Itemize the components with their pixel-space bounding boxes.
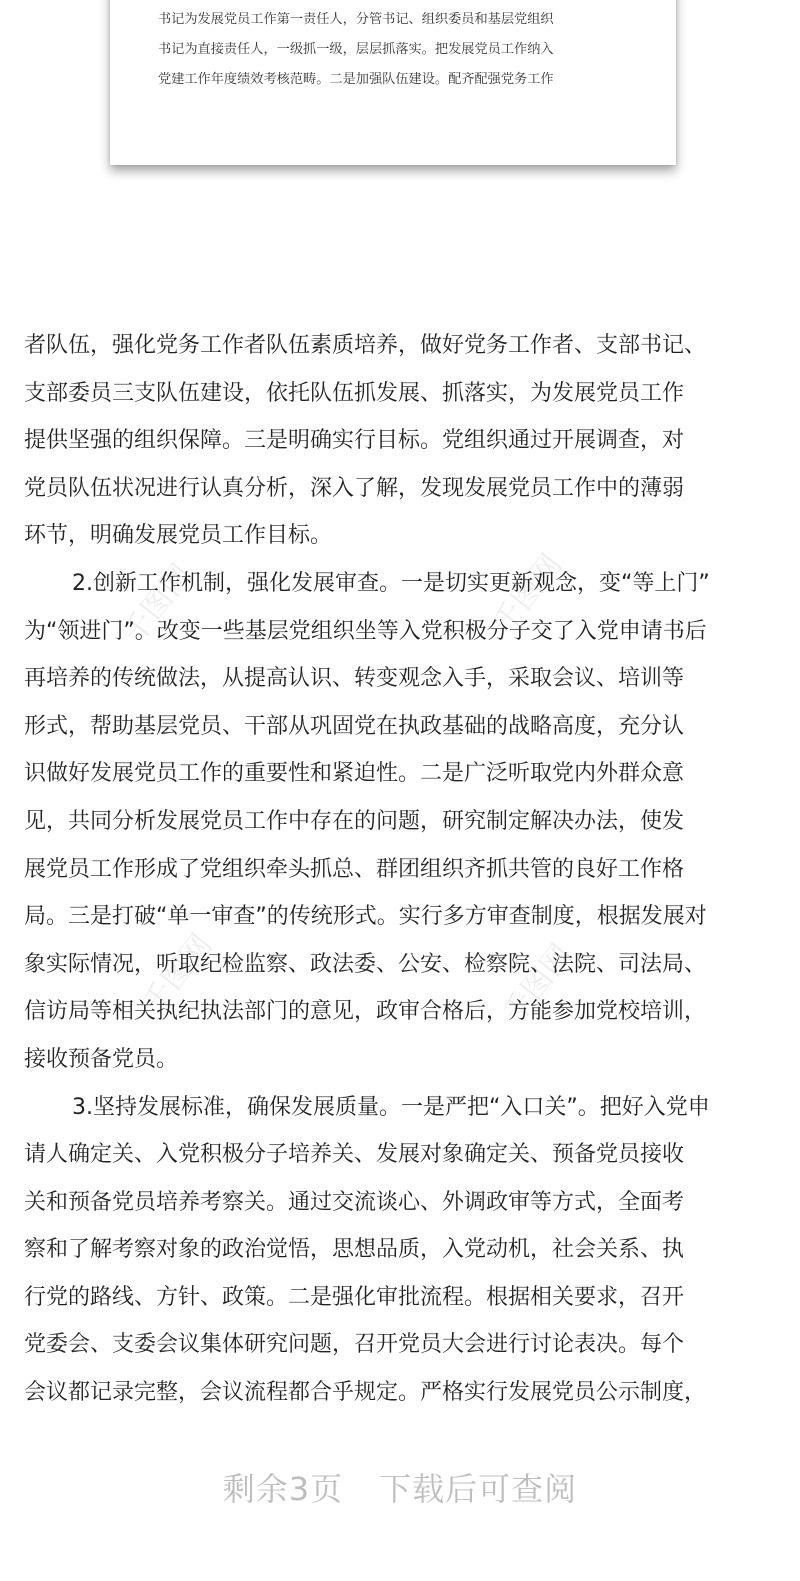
body-line: 局。三是打破“单一审查”的传统形式。实行多方审查制度，根据发展对 (24, 904, 707, 930)
preview-line: 书记为发展党员工作第一责任人，分管书记、组织委员和基层党组织 (158, 12, 554, 27)
preview-card (110, 0, 676, 165)
body-line: 信访局等相关执纪执法部门的意见，政审合格后，方能参加党校培训， (24, 999, 707, 1025)
body-line: 关和预备党员培养考察关。通过交流谈心、外调政审等方式，全面考 (24, 1189, 685, 1215)
body-line: 察和了解考察对象的政治觉悟，思想品质，入党动机，社会关系、执 (24, 1237, 685, 1263)
body-line: 3.坚持发展标准，确保发展质量。一是严把“入口关”。把好入党申 (72, 1094, 710, 1120)
body-line: 识做好发展党员工作的重要性和紧迫性。二是广泛听取党内外群众意 (24, 761, 685, 787)
body-line: 再培养的传统做法，从提高认识、转变观念入手，采取会议、培训等 (24, 666, 685, 692)
body-line: 党委会、支委会议集体研究问题，召开党员大会进行讨论表决。每个 (24, 1332, 685, 1358)
body-line: 接收预备党员。 (24, 1046, 179, 1072)
preview-line: 党建工作年度绩效考核范畴。二是加强队伍建设。配齐配强党务工作 (158, 72, 554, 87)
body-line: 环节，明确发展党员工作目标。 (24, 523, 333, 549)
body-line: 会议都记录完整，会议流程都合乎规定。严格实行发展党员公示制度， (24, 1380, 707, 1406)
body-line: 党员队伍状况进行认真分析，深入了解，发现发展党员工作中的薄弱 (24, 475, 685, 501)
body-line: 者队伍，强化党务工作者队伍素质培养，做好党务工作者、支部书记、 (24, 333, 707, 358)
body-line: 请人确定关、入党积极分子培养关、发展对象确定关、预备党员接收 (24, 1142, 685, 1168)
body-line: 为“领进门”。改变一些基层党组织坐等入党积极分子交了入党申请书后 (24, 618, 707, 644)
body-line: 象实际情况，听取纪检监察、政法委、公安、检察院、法院、司法局、 (24, 951, 707, 977)
body-line: 行党的路线、方针、政策。二是强化审批流程。根据相关要求，召开 (24, 1284, 685, 1310)
watermark: 千图网 (486, 547, 570, 641)
remaining-pages-notice[interactable] (0, 1464, 800, 1510)
document-body (24, 322, 776, 1417)
body-line: 提供坚强的组织保障。三是明确实行目标。党组织通过开展调查，对 (24, 428, 685, 454)
download-to-view-label: 下载后可查阅 (379, 1470, 578, 1508)
body-line: 展党员工作形成了党组织牵头抓总、群团组织齐抓共管的良好工作格 (24, 856, 685, 882)
remaining-pages-label: 剩余3页 (222, 1470, 344, 1508)
body-line: 见，共同分析发展党员工作中存在的问题，研究制定解决办法，使发 (24, 808, 685, 834)
watermark: 千图网 (116, 557, 200, 651)
body-line: 2.创新工作机制，强化发展审查。一是切实更新观念，变“等上门” (72, 570, 710, 596)
preview-line: 书记为直接责任人，一级抓一级，层层抓落实。把发展党员工作纳入 (158, 42, 554, 57)
body-line: 形式，帮助基层党员、干部从巩固党在执政基础的战略高度，充分认 (24, 713, 685, 739)
body-line: 支部委员三支队伍建设，依托队伍抓发展、抓落实，为发展党员工作 (24, 380, 685, 406)
watermark: 千图网 (496, 937, 580, 1031)
watermark: 千图网 (136, 927, 220, 1021)
